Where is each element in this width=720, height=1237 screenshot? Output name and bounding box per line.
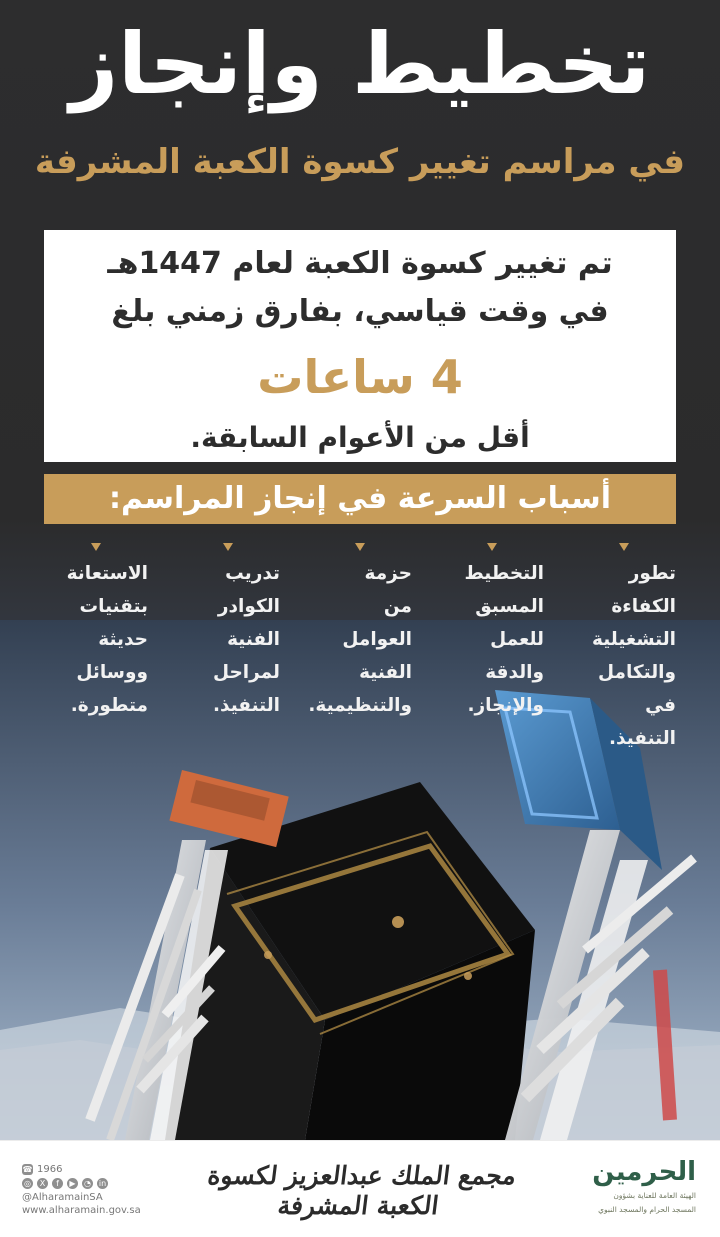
reason-item <box>176 543 280 723</box>
reason-text-line: من <box>383 596 412 617</box>
phone-row <box>22 1163 162 1176</box>
phone-icon: ☎ <box>22 1165 33 1174</box>
social-block <box>22 1163 162 1217</box>
website-link[interactable]: www.alharamain.gov.sa <box>22 1205 141 1216</box>
reason-item <box>44 543 148 723</box>
reason-text-line: حديثة <box>98 629 148 650</box>
reason-text-line: ووسائل <box>76 662 148 683</box>
reason-text-line: الفنية <box>227 629 280 650</box>
social-handle[interactable]: @AlharamainSA <box>22 1192 103 1203</box>
x-icon[interactable]: X <box>37 1178 48 1189</box>
reason-text-line: التخطيط <box>464 563 544 584</box>
reason-text-line: الفنية <box>359 662 412 683</box>
brand-description-line-1: الهيئة العامة للعناية بشؤون <box>613 1191 696 1200</box>
brand-name: الحرمين <box>592 1157 696 1187</box>
reason-text-line: لمراحل <box>212 662 280 683</box>
reason-text-line: التنفيذ. <box>213 695 280 716</box>
statement-line-2: في وقت قياسي، بفارق زمني بلغ <box>111 294 609 329</box>
reason-item <box>440 543 544 723</box>
reason-text-line: الكفاءة <box>611 596 676 617</box>
time-difference: 4 ساعات <box>257 350 463 404</box>
reason-text-line: والإنجاز. <box>467 695 544 716</box>
reason-text-line: والتنظيمية. <box>308 695 412 716</box>
statement-line-1: تم تغيير كسوة الكعبة لعام 1447هـ <box>107 246 613 281</box>
reasons-title: أسباب السرعة في إنجاز المراسم: <box>44 474 676 524</box>
snapchat-icon[interactable]: ◔ <box>82 1178 93 1189</box>
social-icons <box>22 1178 162 1189</box>
reason-text-line: المسبق <box>475 596 544 617</box>
brand-description-line-2: المسجد الحرام والمسجد النبوي <box>598 1205 696 1214</box>
statement-note: أقل من الأعوام السابقة. <box>190 421 530 454</box>
facebook-icon[interactable]: f <box>52 1178 63 1189</box>
reason-text-line: الاستعانة <box>66 563 148 584</box>
reason-text-line: تدريب <box>225 563 280 584</box>
reason-text-line: الكوادر <box>217 596 280 617</box>
reason-text-line: للعمل <box>490 629 544 650</box>
statement-box <box>44 230 676 462</box>
instagram-icon[interactable]: ◎ <box>22 1178 33 1189</box>
brand-block <box>586 1157 696 1215</box>
footer <box>0 1140 720 1237</box>
linkedin-icon[interactable]: in <box>98 1179 107 1188</box>
youtube-icon[interactable]: ▶ <box>67 1178 78 1189</box>
page-subtitle: في مراسم تغيير كسوة الكعبة المشرفة <box>34 142 686 182</box>
reason-text-line: بتقنيات <box>79 596 148 617</box>
reason-item <box>572 543 676 749</box>
reason-text-line: والتكامل <box>597 662 676 683</box>
page-title: تخطيط وإنجاز <box>69 15 651 113</box>
reason-text-line: في التنفيذ. <box>609 695 676 749</box>
reason-item <box>308 543 412 723</box>
reason-text-line: متطورة. <box>70 695 148 716</box>
reason-text-line: تطور <box>628 563 676 584</box>
complex-name: مجمع الملك عبدالعزيز لكسوة الكعبة المشرفة <box>205 1161 518 1220</box>
reason-text-line: حزمة <box>364 563 412 584</box>
reason-text-line: التشغيلية <box>592 629 676 650</box>
phone-number: 1966 <box>37 1164 63 1175</box>
reason-text-line: العوامل <box>342 629 412 650</box>
reason-text-line: والدقة <box>485 662 544 683</box>
reasons-list <box>44 543 676 749</box>
